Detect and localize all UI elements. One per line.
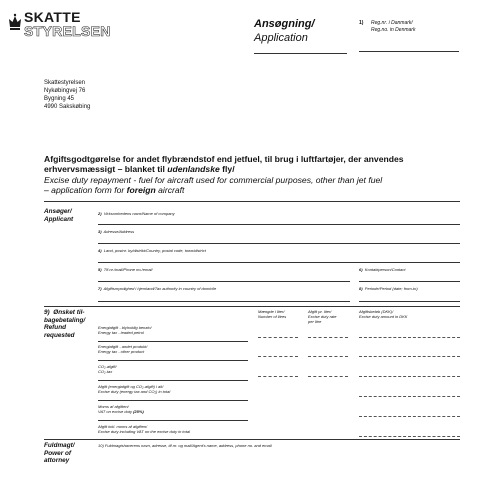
col-litres-header: Mængde i liter/ Number of litres: [258, 309, 287, 319]
registration-number-index: 1): [359, 20, 364, 26]
crown-icon: [8, 13, 22, 31]
company-name-field[interactable]: [98, 224, 460, 225]
registration-label-en: Reg.no. in Denmark: [371, 27, 416, 33]
co2-rate-field[interactable]: [308, 376, 348, 377]
field-10-label: 10) Fuldmagtshaverens navn, adresse, tlf.nr. og mail/Agent's name, address, phone no. and email: [98, 443, 272, 448]
applicant-rule: [44, 306, 460, 307]
headline-en-line1: Excise duty repayment - fuel for aircraft used for commercial purposes, other than jet fuel: [44, 175, 383, 185]
refund-label: 9) Ønsket til- bagebetaling/ Refund requested: [44, 309, 86, 339]
phone-email-field[interactable]: [98, 281, 350, 282]
address-line-3: Bygning 45: [44, 96, 75, 102]
col-rate-header: Afgift pr. liter/ Excise duty rate per litre: [308, 309, 337, 324]
vat-amount-field[interactable]: [359, 416, 460, 417]
row-divider: [98, 341, 248, 342]
leaded-petrol-rate-field[interactable]: [308, 337, 348, 338]
field-5-label: 5) Tlf.nr./mail/Phone no./email: [98, 267, 153, 272]
row-divider: [98, 380, 248, 381]
field-3-label: 3) Adresse/Address: [98, 229, 135, 234]
applicant-label: Ansøger/ Applicant: [44, 208, 74, 223]
registration-number-field[interactable]: [359, 51, 459, 52]
row-total-duty-label: Afgift (energiafgift og CO₂-afgift) i alt/ Excise duty (energy tax and CO₂) in total: [98, 384, 171, 394]
field-2-label: 2) Virksomhedens navn/Name of company: [98, 211, 175, 216]
title-underline: [254, 53, 347, 54]
address-line-1: Skattestyrelsen: [44, 80, 86, 86]
row-leaded-petrol-label: Energiafgift - blyholdig benzin/ Energy tax - leaded petrol: [98, 325, 152, 335]
row-total-incl-vat-label: Afgift inkl. moms af afgiften/ Excise duty including VAT on the excise duty in total: [98, 424, 190, 434]
leaded-petrol-amount-field[interactable]: [359, 337, 460, 338]
logo-text-top: SKATTE: [24, 9, 81, 25]
logo-text-bottom: STYRELSEN: [24, 23, 111, 39]
row-other-product-label: Energiafgift - andet produkt/ Energy tax - other product: [98, 344, 148, 354]
field-8-label: 8) Periode/Period (date; from-to): [359, 286, 418, 291]
co2-amount-field[interactable]: [359, 376, 460, 377]
field-7-label: 7) Afgiftsmyndighed i hjemland/Tax authority in country of domicile: [98, 286, 217, 291]
other-product-rate-field[interactable]: [308, 356, 348, 357]
title-english: Application: [254, 32, 308, 44]
country-postal-field[interactable]: [98, 262, 460, 263]
field-6-label: 6) Kontaktperson/Contact: [359, 267, 406, 272]
headline-da-line1: Afgiftsgodtgørelse for andet flybrændstof end jetfuel, til brug i luftfartøjer, der anvendes: [44, 154, 404, 164]
headline-da-line2: erhvervsmæssigt – blanket til udenlandske fly/: [44, 164, 235, 174]
total-duty-amount-field[interactable]: [359, 396, 460, 397]
row-divider: [98, 360, 248, 361]
total-incl-vat-amount-field[interactable]: [359, 436, 460, 437]
title-danish: Ansøgning/: [254, 18, 315, 30]
co2-litres-field[interactable]: [258, 376, 298, 377]
leaded-petrol-litres-field[interactable]: [258, 337, 298, 338]
other-product-amount-field[interactable]: [359, 356, 460, 357]
address-line-2: Nykøbingvej 76: [44, 88, 86, 94]
refund-rule: [44, 439, 460, 440]
row-divider: [98, 400, 248, 401]
field-4-label: 4) Land, postnr. by/distrikt/Country, postal code, town/district: [98, 248, 206, 253]
period-field[interactable]: [359, 301, 460, 302]
row-vat-label: Moms af afgiften/ VAT on excise duty (25%): [98, 404, 144, 414]
col-amount-header: Afgiftsbeløb (DKK)/ Excise duty amount in DKK: [359, 309, 408, 319]
other-product-litres-field[interactable]: [258, 356, 298, 357]
row-co2-label: CO₂-afgift/ CO₂-tax: [98, 364, 117, 374]
contact-person-field[interactable]: [359, 281, 460, 282]
row-divider: [98, 420, 248, 421]
address-field[interactable]: [98, 243, 460, 244]
attorney-label: Fuldmagt/ Power of attorney: [44, 442, 75, 464]
address-line-4: 4990 Sakskøbing: [44, 104, 91, 110]
header-rule: [44, 201, 460, 202]
tax-authority-field[interactable]: [98, 301, 350, 302]
registration-label-da: Reg.nr. i Danmark/: [371, 20, 413, 26]
headline-en-line2: – application form for foreign aircraft: [44, 185, 185, 195]
